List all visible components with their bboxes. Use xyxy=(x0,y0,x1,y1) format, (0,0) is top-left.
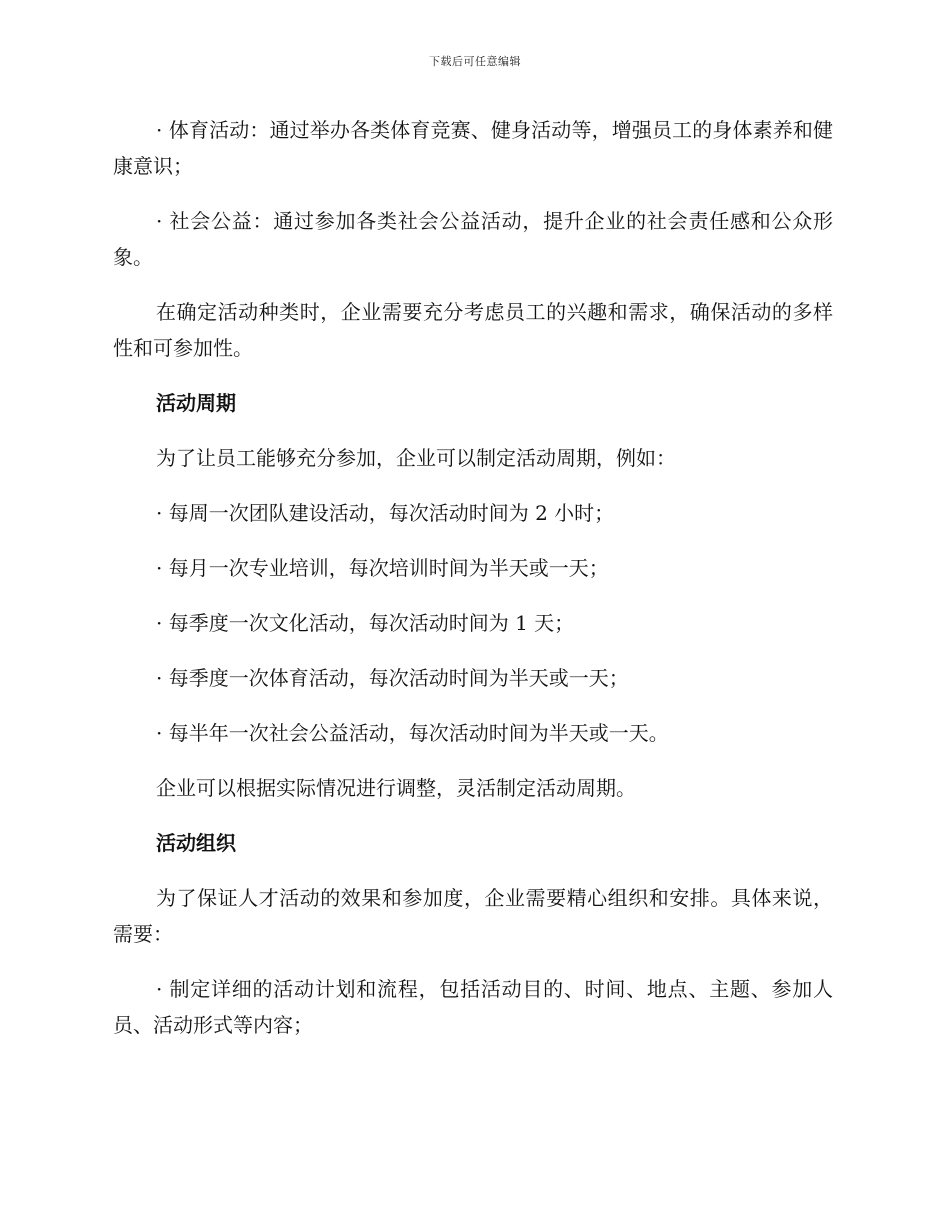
page-header: 下载后可任意编辑 xyxy=(429,55,521,68)
bullet-detailed-plan: · 制定详细的活动计划和流程，包括活动目的、时间、地点、主题、参加人员、活动形式等内容； xyxy=(113,977,833,1037)
bullet-monthly-training: · 每月一次专业培训，每次培训时间为半天或一天； xyxy=(156,556,609,580)
bullet-social-welfare: · 社会公益：通过参加各类社会公益活动，提升企业的社会责任感和公众形象。 xyxy=(113,209,833,269)
paragraph-cycle-adjustment: 企业可以根据实际情况进行调整，灵活制定活动周期。 xyxy=(156,776,636,800)
bullet-weekly-team-building: · 每周一次团队建设活动，每次活动时间为 2 小时； xyxy=(156,501,615,525)
bullet-quarterly-sports: · 每季度一次体育活动，每次活动时间为半天或一天； xyxy=(156,666,629,690)
bullet-semiannual-welfare: · 每半年一次社会公益活动，每次活动时间为半天或一天。 xyxy=(156,721,669,745)
paragraph-organization-intro: 为了保证人才活动的效果和参加度，企业需要精心组织和安排。具体来说，需要： xyxy=(113,886,833,946)
section-heading-activity-organization: 活动组织 xyxy=(156,831,236,855)
bullet-quarterly-culture: · 每季度一次文化活动，每次活动时间为 1 天； xyxy=(156,611,575,635)
bullet-sports-activities: · 体育活动：通过举办各类体育竞赛、健身活动等，增强员工的身体素养和健康意识； xyxy=(113,118,833,178)
paragraph-activity-types-summary: 在确定活动种类时，企业需要充分考虑员工的兴趣和需求，确保活动的多样性和可参加性。 xyxy=(113,300,833,360)
document-body xyxy=(113,112,833,1062)
section-heading-activity-cycle: 活动周期 xyxy=(156,391,236,415)
paragraph-activity-cycle-intro: 为了让员工能够充分参加，企业可以制定活动周期，例如： xyxy=(156,446,676,470)
